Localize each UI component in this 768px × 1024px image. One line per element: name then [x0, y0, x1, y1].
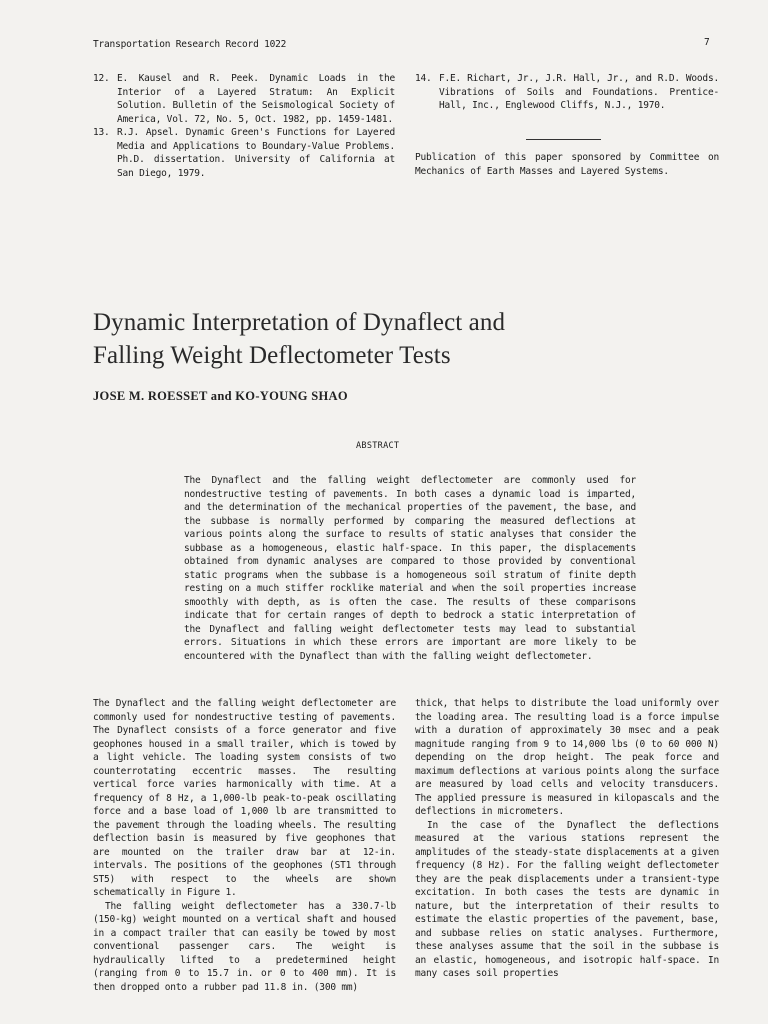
reference-text: E. Kausel and R. Peek. Dynamic Loads in the Interior of a Layered Stratum: An Explicit Solution. Bulletin of the Seismological Society of America, Vol. 72, No. 5, Oct. 1982, pp. 1459-1481.: [117, 73, 395, 125]
authors: JOSE M. ROESSET and KO-YOUNG SHAO: [93, 389, 348, 403]
article-title: [93, 306, 713, 372]
title-line-2: Falling Weight Deflectometer Tests: [93, 342, 451, 369]
reference-item: [93, 72, 395, 126]
reference-number: 12.: [93, 73, 110, 84]
reference-item: [93, 126, 395, 180]
body-paragraph: thick, that helps to distribute the load uniformly over the loading area. The resulting load is a force impulse with a duration of approximately 30 msec and a peak magnitude ranging from 9 to 14,000 lbs (0 to 60 000 N) depending on the drop height. The peak force and maximum deflections at various points along the surface are measured by load cells and velocity transducers. The applied pressure is measured in kilopascals and the deflections in micrometers.: [415, 698, 719, 817]
reference-text: F.E. Richart, Jr., J.R. Hall, Jr., and R.D. Woods. Vibrations of Soils and Foundations. Prentice-Hall, Inc., Englewood Cliffs, N.J., 1970.: [439, 73, 719, 111]
sponsor-note: Publication of this paper sponsored by Committee on Mechanics of Earth Masses and Layered Systems.: [415, 152, 719, 177]
body-paragraph: The Dynaflect and the falling weight deflectometer are commonly used for nondestructive testing of pavements. The Dynaflect consists of a force generator and five geophones housed in a small trailer, which is towed by a light vehicle. The loading system consists of two counterrotating eccentric masses. The resulting vertical force varies harmonically with time. At a frequency of 8 Hz, a 1,000-lb peak-to-peak oscillating force and a base load of 1,000 lb are transmitted to the pavement through the loading wheels. The resulting deflection basin is measured by five geophones that are mounted on the trailer draw bar at 12-in. intervals. The positions of the geophones (ST1 through ST5) with respect to the wheels are shown schematically in Figure 1.: [93, 698, 396, 898]
running-header: Transportation Research Record 1022: [93, 39, 287, 50]
reference-number: 13.: [93, 127, 110, 138]
page-number: 7: [704, 37, 710, 48]
body-paragraph: In the case of the Dynaflect the deflections measured at the various stations represent the amplitudes of the steady-state displacements at a given frequency (8 Hz). For the falling weight deflectometer they are the peak displacements under a transient-type excitation. In both cases the tests are dynamic in nature, but the interpretation of their results to estimate the elastic properties of the pavement, base, and subbase relies on static analyses. Furthermore, these analyses assume that the soil in the subbase is an elastic, homogeneous, and isotropic half-space. In many cases soil properties: [415, 819, 719, 979]
body-column-right: [415, 697, 719, 981]
title-line-1: Dynamic Interpretation of Dynaflect and: [93, 309, 506, 336]
body-paragraph: The falling weight deflectometer has a 330.7-lb (150-kg) weight mounted on a vertical shaft and housed in a compact trailer that can easily be towed by most conventional passenger cars. The weight is hydraulically lifted to a predetermined height (ranging from 0 to 15.7 in. or 0 to 400 mm). It is then dropped onto a rubber pad 11.8 in. (300 mm): [93, 900, 396, 993]
reference-number: 14.: [415, 73, 432, 84]
references-right: [415, 72, 719, 113]
abstract-heading: ABSTRACT: [356, 441, 400, 451]
reference-text: R.J. Apsel. Dynamic Green's Functions for Layered Media and Applications to Boundary-Value Problems. Ph.D. dissertation. University of California at San Diego, 1979.: [117, 127, 395, 179]
body-column-left: [93, 697, 396, 994]
abstract-text: The Dynaflect and the falling weight deflectometer are commonly used for nondestructive testing of pavements. In both cases a dynamic load is imparted, and the determination of the mechanical properties of the pavement, the base, and the subbase is normally performed by comparing the measured deflections at various points along the surface to results of static analyses that consider the subbase as a homogeneous, elastic half-space. In this paper, the displacements obtained from dynamic analyses are compared to those provided by conventional static programs when the subbase is a homogeneous soil stratum of finite depth resting on a much stiffer rocklike material and when the soil properties increase smoothly with depth, as is often the case. The results of these comparisons indicate that for certain ranges of depth to bedrock a static interpretation of the Dynaflect and falling weight deflectometer tests may lead to substantial errors. Situations in which these errors are important are more likely to be encountered with the Dynaflect than with the falling weight deflectometer.: [184, 475, 636, 662]
divider-rule: [526, 139, 601, 140]
references-left: [93, 72, 395, 180]
reference-item: [415, 72, 719, 113]
